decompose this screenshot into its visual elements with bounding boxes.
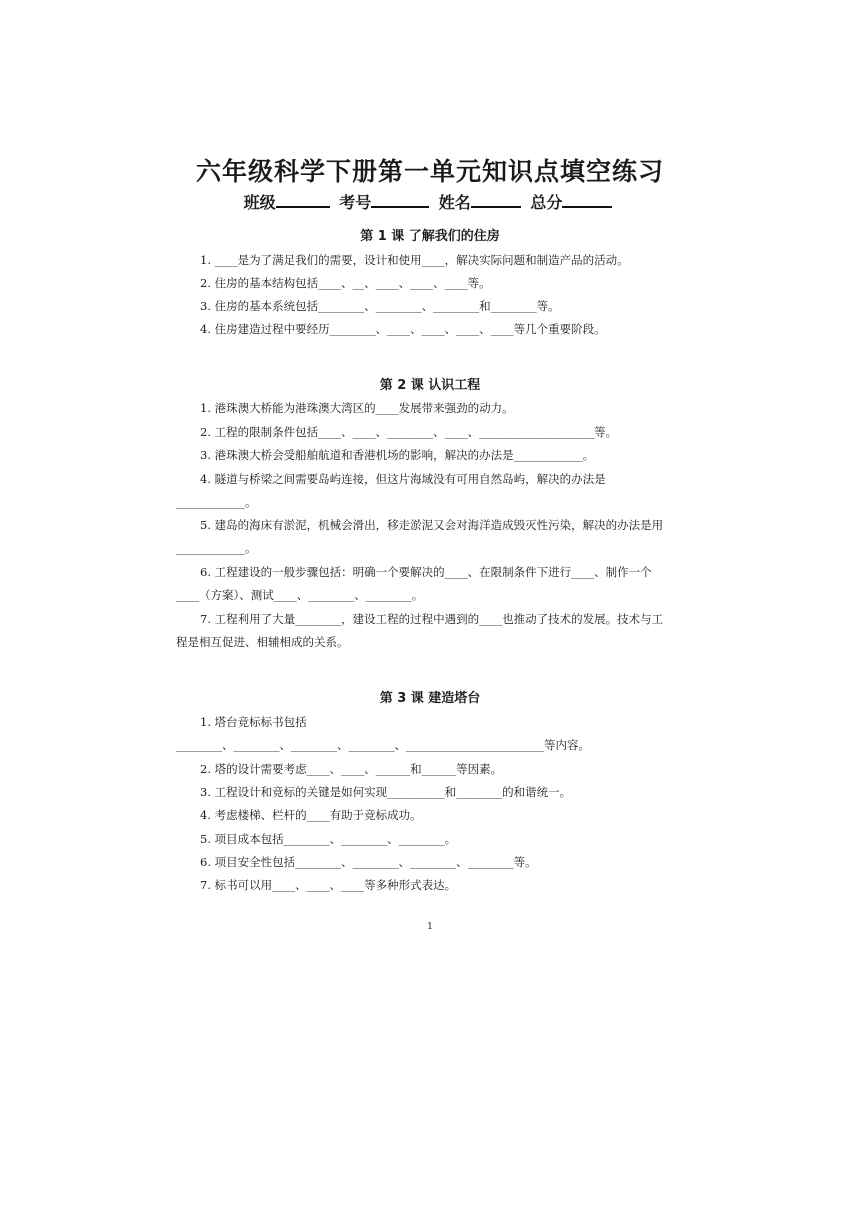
lesson-3-heading: 第 3 课 建造塔台 (379, 691, 481, 706)
lesson-3-question: 3. 工程设计和竞标的关键是如何实现__________和________的和谐统一。 (200, 785, 572, 799)
lesson-2-heading: 第 2 课 认识工程 (379, 378, 481, 393)
lesson-3-question: 4. 考虑楼梯、栏杆的____有助于竞标成功。 (200, 808, 422, 822)
lesson-2-question-continued: ____（方案）、测试____、________、________。 (176, 588, 424, 602)
page-title: 六年级科学下册第一单元知识点填空练习 (195, 157, 664, 186)
lesson-1-question: 2. 住房的基本结构包括____、__、____、____、____等。 (200, 276, 491, 290)
exam-no-label: 考号 (339, 193, 372, 212)
score-blank[interactable] (562, 192, 612, 208)
lesson-3-question: 1. 塔台竞标标书包括 (200, 715, 307, 729)
lesson-3-question-continued: ________、________、________、________、________________________等内容。 (176, 738, 590, 752)
lesson-1-question: 4. 住房建造过程中要经历________、____、____、____、____等几个重要阶段。 (200, 322, 606, 336)
lesson-2-question: 3. 港珠澳大桥会受船舶航道和香港机场的影响，解决的办法是____________。 (200, 448, 595, 462)
lesson-2-question-continued: 程是相互促进、相辅相成的关系。 (176, 635, 349, 649)
score-label: 总分 (530, 193, 563, 212)
lesson-1-question: 3. 住房的基本系统包括________、________、________和________等。 (200, 299, 560, 313)
lesson-2-question-continued: ____________。 (176, 541, 257, 555)
lesson-2-question: 1. 港珠澳大桥能为港珠澳大湾区的____发展带来强劲的动力。 (200, 401, 514, 415)
lesson-1-heading: 第 1 课 了解我们的住房 (360, 229, 500, 244)
student-info-line (0, 190, 860, 213)
name-label: 姓名 (438, 193, 471, 212)
lesson-2-question: 5. 建岛的海床有淤泥，机械会滑出，移走淤泥又会对海洋造成毁灭性污染，解决的办法是用 (200, 518, 664, 532)
lesson-1-question: 1. ____是为了满足我们的需要，设计和使用____，解决实际问题和制造产品的活动。 (200, 253, 629, 267)
lesson-2-question: 6. 工程建设的一般步骤包括：明确一个要解决的____、在限制条件下进行____、制作一个 (200, 565, 652, 579)
class-blank[interactable] (276, 192, 330, 208)
lesson-3-question: 6. 项目安全性包括________、________、________、________等。 (200, 855, 537, 869)
lesson-2-question: 7. 工程利用了大量________，建设工程的过程中遇到的____也推动了技术的发展。技术与工 (200, 612, 664, 626)
lesson-3-question: 7. 标书可以用____、____、____等多种形式表达。 (200, 878, 457, 892)
exam-no-blank[interactable] (371, 192, 429, 208)
class-label: 班级 (243, 193, 276, 212)
name-blank[interactable] (471, 192, 521, 208)
lesson-3-question: 2. 塔的设计需要考虑____、____、______和______等因素。 (200, 762, 503, 776)
lesson-2-question: 4. 隧道与桥梁之间需要岛屿连接，但这片海域没有可用自然岛屿，解决的办法是 (200, 472, 606, 486)
lesson-2-question: 2. 工程的限制条件包括____、____、________、____、____________________等。 (200, 425, 618, 439)
page-number: 1 (427, 922, 433, 932)
lesson-2-question-continued: ____________。 (176, 495, 257, 509)
lesson-3-question: 5. 项目成本包括________、________、________。 (200, 832, 457, 846)
